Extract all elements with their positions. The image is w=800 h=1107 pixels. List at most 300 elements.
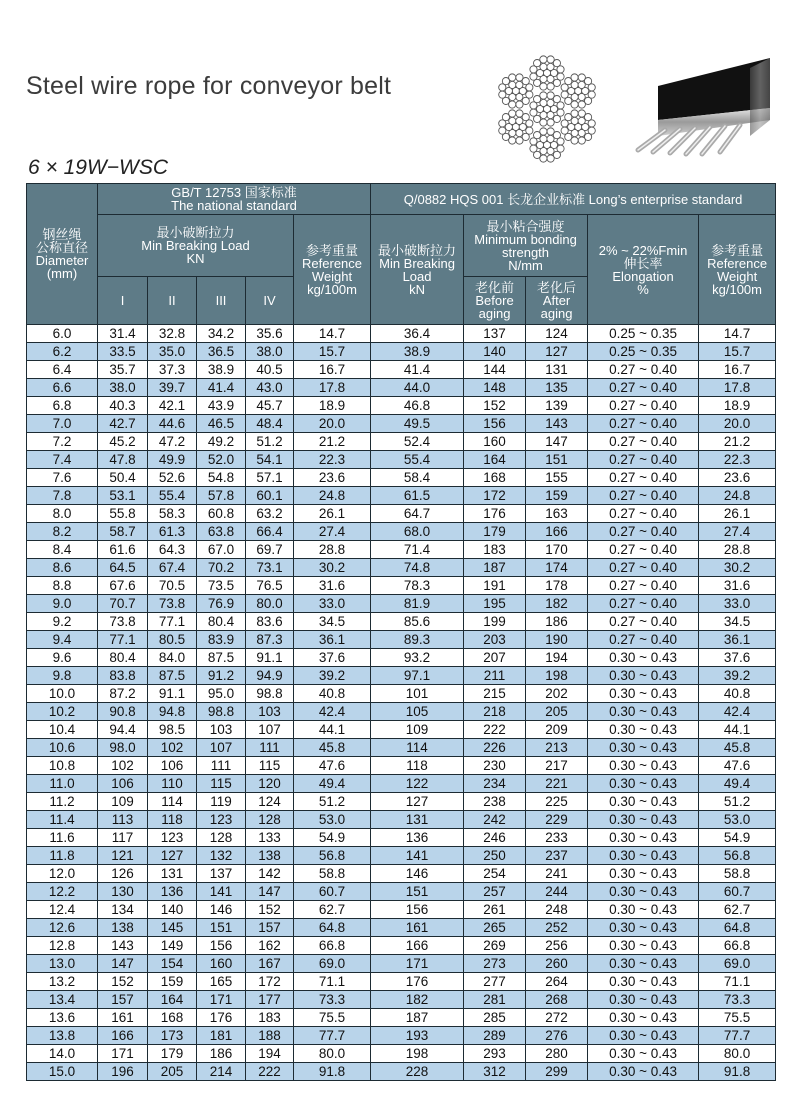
table-cell: 31.6 (699, 577, 776, 595)
table-row (27, 847, 776, 865)
table-cell: 183 (246, 1009, 294, 1027)
table-cell: 54.8 (197, 469, 246, 487)
table-cell: 28.8 (699, 541, 776, 559)
table-cell: 54.9 (699, 829, 776, 847)
table-cell: 109 (371, 721, 464, 739)
table-cell: 18.9 (699, 397, 776, 415)
table-cell: 157 (246, 919, 294, 937)
table-cell: 9.0 (27, 595, 98, 613)
table-cell: 91.2 (197, 667, 246, 685)
table-row (27, 775, 776, 793)
table-cell: 0.27 ~ 0.40 (588, 415, 699, 433)
table-cell: 23.6 (294, 469, 371, 487)
grade-ii-header: II (148, 277, 197, 325)
table-cell: 60.7 (699, 883, 776, 901)
table-cell: 53.1 (98, 487, 148, 505)
table-cell: 43.0 (246, 379, 294, 397)
table-cell: 312 (464, 1063, 526, 1081)
table-cell: 83.8 (98, 667, 148, 685)
table-cell: 30.2 (294, 559, 371, 577)
table-cell: 45.8 (699, 739, 776, 757)
table-cell: 94.9 (246, 667, 294, 685)
table-cell: 66.8 (699, 937, 776, 955)
table-cell: 0.30 ~ 0.43 (588, 757, 699, 775)
table-cell: 11.0 (27, 775, 98, 793)
national-standard-header: GB/T 12753 国家标准 The national standard (98, 184, 371, 215)
table-cell: 102 (148, 739, 197, 757)
table-cell: 126 (98, 865, 148, 883)
table-cell: 98.8 (197, 703, 246, 721)
table-cell: 132 (197, 847, 246, 865)
table-cell: 87.3 (246, 631, 294, 649)
table-cell: 80.5 (148, 631, 197, 649)
table-cell: 113 (98, 811, 148, 829)
table-cell: 136 (148, 883, 197, 901)
table-cell: 156 (464, 415, 526, 433)
table-cell: 176 (371, 973, 464, 991)
table-cell: 52.4 (371, 433, 464, 451)
table-cell: 34.5 (294, 613, 371, 631)
table-cell: 37.6 (699, 649, 776, 667)
table-cell: 289 (464, 1027, 526, 1045)
table-cell: 8.2 (27, 523, 98, 541)
table-cell: 49.2 (197, 433, 246, 451)
table-cell: 0.27 ~ 0.40 (588, 613, 699, 631)
table-cell: 128 (246, 811, 294, 829)
table-cell: 42.7 (98, 415, 148, 433)
table-cell: 0.27 ~ 0.40 (588, 361, 699, 379)
table-cell: 183 (464, 541, 526, 559)
table-cell: 70.5 (148, 577, 197, 595)
enterprise-standard-header: Q/0882 HQS 001 长龙企业标准 Long’s enterprise standard (371, 184, 776, 215)
table-cell: 36.1 (699, 631, 776, 649)
table-cell: 91.8 (699, 1063, 776, 1081)
enterprise-min-breaking-load-header: 最小破断拉力 Min Breaking Load kN (371, 215, 464, 325)
table-row (27, 685, 776, 703)
table-cell: 87.2 (98, 685, 148, 703)
table-cell: 50.4 (98, 469, 148, 487)
table-cell: 90.8 (98, 703, 148, 721)
table-cell: 172 (246, 973, 294, 991)
table-cell: 69.7 (246, 541, 294, 559)
table-cell: 105 (371, 703, 464, 721)
table-cell: 171 (371, 955, 464, 973)
table-cell: 167 (246, 955, 294, 973)
table-cell: 11.4 (27, 811, 98, 829)
table-cell: 27.4 (294, 523, 371, 541)
table-cell: 47.8 (98, 451, 148, 469)
table-cell: 67.0 (197, 541, 246, 559)
table-cell: 277 (464, 973, 526, 991)
table-cell: 164 (464, 451, 526, 469)
table-cell: 98.8 (246, 685, 294, 703)
table-cell: 0.25 ~ 0.35 (588, 325, 699, 343)
table-cell: 94.8 (148, 703, 197, 721)
table-cell: 76.9 (197, 595, 246, 613)
table-cell: 182 (526, 595, 588, 613)
table-cell: 36.5 (197, 343, 246, 361)
table-row (27, 541, 776, 559)
table-cell: 30.2 (699, 559, 776, 577)
table-cell: 28.8 (294, 541, 371, 559)
table-cell: 161 (98, 1009, 148, 1027)
table-cell: 53.0 (699, 811, 776, 829)
grade-i-header: I (98, 277, 148, 325)
table-cell: 16.7 (294, 361, 371, 379)
table-cell: 166 (371, 937, 464, 955)
table-cell: 95.0 (197, 685, 246, 703)
table-cell: 0.30 ~ 0.43 (588, 883, 699, 901)
table-cell: 51.2 (699, 793, 776, 811)
table-cell: 107 (197, 739, 246, 757)
table-cell: 130 (98, 883, 148, 901)
table-cell: 0.27 ~ 0.40 (588, 379, 699, 397)
table-cell: 6.4 (27, 361, 98, 379)
table-cell: 225 (526, 793, 588, 811)
table-cell: 98.5 (148, 721, 197, 739)
table-cell: 261 (464, 901, 526, 919)
table-cell: 61.6 (98, 541, 148, 559)
table-cell: 56.8 (699, 847, 776, 865)
table-cell: 71.4 (371, 541, 464, 559)
table-row (27, 793, 776, 811)
table-cell: 7.8 (27, 487, 98, 505)
table-cell: 21.2 (699, 433, 776, 451)
table-cell: 81.9 (371, 595, 464, 613)
table-row (27, 595, 776, 613)
table-cell: 147 (98, 955, 148, 973)
table-cell: 8.4 (27, 541, 98, 559)
table-cell: 234 (464, 775, 526, 793)
table-row (27, 739, 776, 757)
table-cell: 55.8 (98, 505, 148, 523)
table-cell: 40.8 (294, 685, 371, 703)
table-cell: 163 (526, 505, 588, 523)
table-cell: 10.0 (27, 685, 98, 703)
table-cell: 118 (148, 811, 197, 829)
table-cell: 0.27 ~ 0.40 (588, 433, 699, 451)
table-cell: 0.30 ~ 0.43 (588, 721, 699, 739)
table-cell: 9.4 (27, 631, 98, 649)
table-cell: 51.2 (246, 433, 294, 451)
table-cell: 13.8 (27, 1027, 98, 1045)
table-cell: 0.27 ~ 0.40 (588, 595, 699, 613)
table-cell: 63.8 (197, 523, 246, 541)
table-cell: 168 (464, 469, 526, 487)
table-cell: 190 (526, 631, 588, 649)
table-row (27, 361, 776, 379)
table-cell: 0.30 ~ 0.43 (588, 955, 699, 973)
table-cell: 246 (464, 829, 526, 847)
table-cell: 48.4 (246, 415, 294, 433)
table-row (27, 433, 776, 451)
table-cell: 0.30 ~ 0.43 (588, 1009, 699, 1027)
table-cell: 135 (526, 379, 588, 397)
table-cell: 34.2 (197, 325, 246, 343)
table-cell: 57.8 (197, 487, 246, 505)
table-row (27, 1009, 776, 1027)
table-cell: 272 (526, 1009, 588, 1027)
table-cell: 233 (526, 829, 588, 847)
table-cell: 0.30 ~ 0.43 (588, 793, 699, 811)
table-cell: 78.3 (371, 577, 464, 595)
table-cell: 214 (197, 1063, 246, 1081)
table-cell: 161 (371, 919, 464, 937)
table-cell: 35.0 (148, 343, 197, 361)
table-cell: 69.0 (294, 955, 371, 973)
table-row (27, 649, 776, 667)
table-cell: 7.4 (27, 451, 98, 469)
table-row (27, 757, 776, 775)
table-cell: 61.5 (371, 487, 464, 505)
table-cell: 60.7 (294, 883, 371, 901)
table-cell: 195 (464, 595, 526, 613)
table-cell: 115 (246, 757, 294, 775)
table-cell: 254 (464, 865, 526, 883)
table-cell: 77.1 (98, 631, 148, 649)
table-row (27, 577, 776, 595)
table-cell: 154 (148, 955, 197, 973)
table-cell: 164 (148, 991, 197, 1009)
table-cell: 250 (464, 847, 526, 865)
table-cell: 80.4 (98, 649, 148, 667)
table-cell: 127 (526, 343, 588, 361)
table-cell: 42.4 (699, 703, 776, 721)
table-cell: 6.6 (27, 379, 98, 397)
table-cell: 0.27 ~ 0.40 (588, 469, 699, 487)
table-cell: 173 (148, 1027, 197, 1045)
table-cell: 0.30 ~ 0.43 (588, 919, 699, 937)
table-cell: 123 (148, 829, 197, 847)
table-row (27, 919, 776, 937)
table-cell: 252 (526, 919, 588, 937)
table-cell: 70.7 (98, 595, 148, 613)
table-cell: 10.6 (27, 739, 98, 757)
table-cell: 0.30 ~ 0.43 (588, 685, 699, 703)
table-cell: 0.30 ~ 0.43 (588, 811, 699, 829)
table-cell: 217 (526, 757, 588, 775)
table-cell: 0.30 ~ 0.43 (588, 739, 699, 757)
table-cell: 42.4 (294, 703, 371, 721)
table-cell: 280 (526, 1045, 588, 1063)
table-row (27, 973, 776, 991)
table-cell: 257 (464, 883, 526, 901)
table-cell: 58.8 (699, 865, 776, 883)
table-cell: 199 (464, 613, 526, 631)
table-cell: 0.27 ~ 0.40 (588, 451, 699, 469)
table-row (27, 1045, 776, 1063)
table-cell: 18.9 (294, 397, 371, 415)
table-cell: 226 (464, 739, 526, 757)
table-cell: 7.2 (27, 433, 98, 451)
table-cell: 273 (464, 955, 526, 973)
table-cell: 123 (197, 811, 246, 829)
table-cell: 124 (246, 793, 294, 811)
reference-weight-header: 参考重量 Reference Weight kg/100m (294, 215, 371, 325)
table-cell: 87.5 (197, 649, 246, 667)
table-cell: 218 (464, 703, 526, 721)
table-cell: 269 (464, 937, 526, 955)
grade-iii-header: III (197, 277, 246, 325)
table-row (27, 451, 776, 469)
table-cell: 0.27 ~ 0.40 (588, 577, 699, 595)
table-cell: 15.7 (699, 343, 776, 361)
table-cell: 49.4 (294, 775, 371, 793)
table-cell: 186 (197, 1045, 246, 1063)
table-cell: 117 (98, 829, 148, 847)
table-row (27, 901, 776, 919)
table-cell: 120 (246, 775, 294, 793)
table-cell: 43.9 (197, 397, 246, 415)
table-cell: 0.30 ~ 0.43 (588, 775, 699, 793)
table-cell: 62.7 (699, 901, 776, 919)
table-cell: 171 (98, 1045, 148, 1063)
table-cell: 49.4 (699, 775, 776, 793)
table-cell: 222 (246, 1063, 294, 1081)
table-cell: 0.30 ~ 0.43 (588, 847, 699, 865)
table-cell: 12.2 (27, 883, 98, 901)
table-cell: 67.4 (148, 559, 197, 577)
table-cell: 47.2 (148, 433, 197, 451)
table-cell: 198 (371, 1045, 464, 1063)
table-cell: 146 (371, 865, 464, 883)
table-cell: 114 (371, 739, 464, 757)
table-cell: 24.8 (699, 487, 776, 505)
table-cell: 54.9 (294, 829, 371, 847)
table-cell: 41.4 (371, 361, 464, 379)
table-cell: 7.6 (27, 469, 98, 487)
table-cell: 77.7 (294, 1027, 371, 1045)
table-cell: 151 (526, 451, 588, 469)
table-cell: 168 (148, 1009, 197, 1027)
table-cell: 66.4 (246, 523, 294, 541)
table-cell: 77.1 (148, 613, 197, 631)
table-cell: 134 (98, 901, 148, 919)
table-cell: 179 (464, 523, 526, 541)
table-cell: 109 (98, 793, 148, 811)
table-cell: 213 (526, 739, 588, 757)
table-cell: 152 (98, 973, 148, 991)
table-cell: 101 (371, 685, 464, 703)
table-cell: 46.8 (371, 397, 464, 415)
table-cell: 76.5 (246, 577, 294, 595)
table-cell: 102 (98, 757, 148, 775)
table-cell: 41.4 (197, 379, 246, 397)
table-cell: 91.1 (246, 649, 294, 667)
table-cell: 141 (197, 883, 246, 901)
table-cell: 67.6 (98, 577, 148, 595)
table-cell: 73.8 (148, 595, 197, 613)
table-cell: 0.27 ~ 0.40 (588, 631, 699, 649)
table-row (27, 469, 776, 487)
diameter-header: 钢丝绳 公称直径 Diameter (mm) (27, 184, 98, 325)
table-cell: 145 (148, 919, 197, 937)
table-cell: 182 (371, 991, 464, 1009)
table-cell: 0.30 ~ 0.43 (588, 1063, 699, 1081)
table-cell: 205 (148, 1063, 197, 1081)
table-cell: 80.0 (294, 1045, 371, 1063)
table-cell: 166 (526, 523, 588, 541)
table-cell: 98.0 (98, 739, 148, 757)
table-cell: 80.0 (246, 595, 294, 613)
table-cell: 62.7 (294, 901, 371, 919)
table-row (27, 631, 776, 649)
table-cell: 77.7 (699, 1027, 776, 1045)
table-cell: 211 (464, 667, 526, 685)
table-cell: 73.5 (197, 577, 246, 595)
table-cell: 151 (371, 883, 464, 901)
table-cell: 106 (148, 757, 197, 775)
table-cell: 60.1 (246, 487, 294, 505)
table-cell: 260 (526, 955, 588, 973)
table-cell: 264 (526, 973, 588, 991)
table-cell: 11.8 (27, 847, 98, 865)
table-cell: 242 (464, 811, 526, 829)
table-cell: 22.3 (294, 451, 371, 469)
table-cell: 13.6 (27, 1009, 98, 1027)
table-cell: 106 (98, 775, 148, 793)
table-cell: 58.3 (148, 505, 197, 523)
table-cell: 0.25 ~ 0.35 (588, 343, 699, 361)
table-row (27, 487, 776, 505)
table-cell: 66.8 (294, 937, 371, 955)
table-cell: 122 (371, 775, 464, 793)
table-cell: 131 (526, 361, 588, 379)
table-cell: 142 (246, 865, 294, 883)
table-cell: 196 (98, 1063, 148, 1081)
table-cell: 58.8 (294, 865, 371, 883)
table-row (27, 343, 776, 361)
table-cell: 172 (464, 487, 526, 505)
table-cell: 45.7 (246, 397, 294, 415)
table-cell: 198 (526, 667, 588, 685)
table-cell: 64.7 (371, 505, 464, 523)
table-cell: 14.7 (699, 325, 776, 343)
table-cell: 115 (197, 775, 246, 793)
enterprise-reference-weight-header: 参考重量 Reference Weight kg/100m (699, 215, 776, 325)
table-cell: 73.3 (294, 991, 371, 1009)
table-cell: 133 (246, 829, 294, 847)
table-cell: 107 (246, 721, 294, 739)
conveyor-belt-icon (620, 58, 780, 158)
table-row (27, 613, 776, 631)
table-cell: 155 (526, 469, 588, 487)
table-cell: 147 (526, 433, 588, 451)
table-cell: 111 (246, 739, 294, 757)
table-cell: 58.4 (371, 469, 464, 487)
table-cell: 32.8 (148, 325, 197, 343)
table-cell: 268 (526, 991, 588, 1009)
table-row (27, 379, 776, 397)
table-cell: 47.6 (699, 757, 776, 775)
table-cell: 241 (526, 865, 588, 883)
table-cell: 141 (371, 847, 464, 865)
table-cell: 137 (464, 325, 526, 343)
table-cell: 9.2 (27, 613, 98, 631)
table-cell: 8.8 (27, 577, 98, 595)
table-cell: 187 (464, 559, 526, 577)
table-cell: 281 (464, 991, 526, 1009)
table-cell: 265 (464, 919, 526, 937)
table-cell: 152 (246, 901, 294, 919)
table-cell: 23.6 (699, 469, 776, 487)
table-cell: 58.7 (98, 523, 148, 541)
table-cell: 299 (526, 1063, 588, 1081)
table-cell: 93.2 (371, 649, 464, 667)
table-row (27, 1063, 776, 1081)
table-cell: 244 (526, 883, 588, 901)
table-cell: 0.30 ~ 0.43 (588, 649, 699, 667)
